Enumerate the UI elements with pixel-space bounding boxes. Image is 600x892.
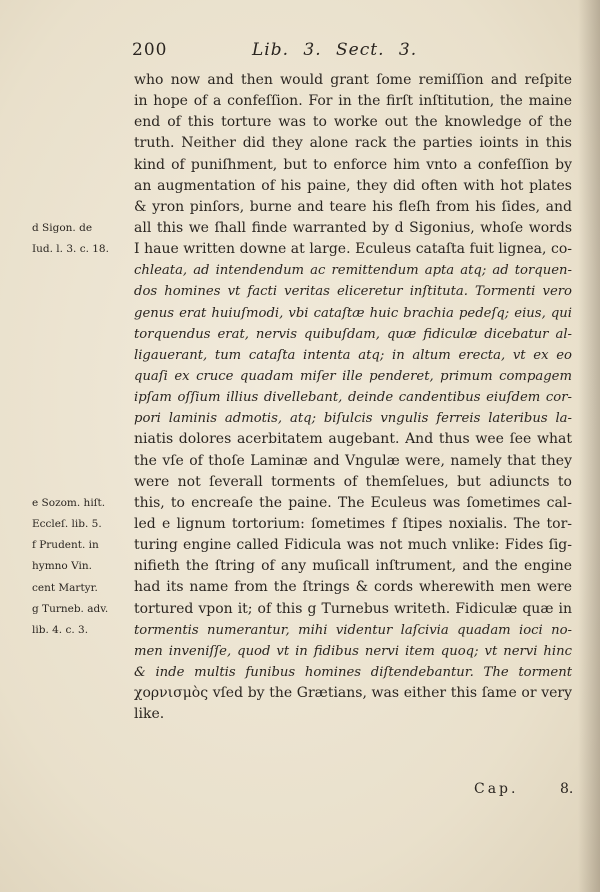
text-line: truth. Neither did they alone rack the parties ioints in this — [134, 135, 572, 152]
page-header — [132, 40, 572, 66]
text-line: & inde multis funibus homines diſtendebantur. The torment — [134, 664, 572, 680]
text-line: ipſam oſſium illius divellebant, deinde candentibus eiuſdem cor- — [134, 390, 572, 406]
text-line: led e lignum tortorium: ſometimes f ſtipes noxialis. The tor- — [134, 515, 572, 532]
text-line: all this we ſhall finde warranted by d Sigonius, whoſe words — [134, 219, 572, 236]
text-line: in hope of a confeſſion. For in the firſt inſtitution, the maine — [134, 93, 572, 110]
margin-note: f Prudent. in — [32, 539, 99, 552]
text-line: dos homines vt facti veritas eliceretur inſtituta. Tormenti vero — [134, 284, 572, 300]
text-line: pori laminis admotis, atq; biſulcis vngulis ferreis lateribus la- — [134, 411, 572, 427]
margin-note: Iud. l. 3. c. 18. — [32, 243, 109, 256]
text-line: niatis dolores acerbitatem augebant. And thus wee ſee what — [134, 431, 572, 448]
margin-note: Eccleſ. lib. 5. — [32, 518, 102, 531]
margin-note: g Turneb. adv. — [32, 602, 109, 615]
text-line: torquendus erat, nervis quibuſdam, quæ fidiculæ dicebatur al- — [134, 326, 572, 342]
text-line: turing engine called Fidicula was not much vnlike: Fides ſig- — [134, 537, 572, 554]
text-line: quaſi ex cruce quadam miſer ille penderet, primum compagem — [134, 368, 572, 384]
text-line: nifieth the ſtring of any muſicall inſtrument, and the engine — [134, 558, 572, 575]
text-line: like. — [134, 706, 165, 723]
margin-note: e Sozom. hiſt. — [32, 497, 106, 509]
catchword: Cap. — [474, 781, 519, 797]
text-line: an augmentation of his paine, they did often with hot plates — [134, 177, 572, 194]
text-line: χορνισμὸς vſed by the Grætians, was either this ſame or very — [134, 685, 572, 702]
margin-note: lib. 4. c. 3. — [32, 623, 89, 636]
page-number: 200 — [132, 40, 168, 60]
text-line: chleata, ad intendendum ac remittendum apta atq; ad torquen- — [134, 263, 572, 279]
margin-note: cent Martyr. — [32, 581, 98, 594]
text-line: who now and then would grant ſome remiſſion and reſpite — [134, 72, 572, 88]
text-line: & yron pinſors, burne and teare his fleſh from his ſides, and — [134, 198, 572, 215]
text-line: the vſe of thoſe Laminæ and Vngulæ were, namely that they — [134, 452, 572, 469]
text-line: I haue written downe at large. Eculeus cataſta fuit lignea, co- — [134, 241, 572, 258]
signature-mark: 8. — [560, 781, 574, 797]
text-line: tortured vpon it; of this g Turnebus writeth. Fidiculæ quæ in — [134, 600, 572, 617]
text-line: this, to encreaſe the paine. The Eculeus was ſometimes cal- — [134, 494, 572, 511]
text-line: end of this torture was to worke out the knowledge of the — [134, 114, 572, 131]
body-text — [134, 70, 572, 725]
gutter-shadow — [578, 0, 600, 892]
text-line: genus erat huiuſmodi, vbi cataſtæ huic brachia pedeſq; eius, qui — [134, 305, 572, 321]
margin-note: d Sigon. de — [32, 222, 93, 235]
text-line: ligauerant, tum cataſta intenta atq; in altum erecta, vt ex eo — [134, 347, 572, 363]
running-head: Lib. 3. Sect. 3. — [252, 40, 418, 60]
margin-note: hymno Vin. — [32, 560, 92, 573]
text-line: kind of puniſhment, but to enforce him vnto a confeſſion by — [134, 156, 572, 173]
text-line: tormentis numerantur, mihi videntur laſcivia quadam ioci no- — [134, 622, 572, 638]
text-line: were not ſeverall torments of themſelues, but adiuncts to — [134, 473, 572, 490]
page-footer — [420, 781, 580, 803]
text-line: had its name from the ſtrings & cords wherewith men were — [134, 579, 572, 596]
text-line: men inveniſſe, quod vt in fidibus nervi item quoq; vt nervi hinc — [134, 643, 572, 659]
